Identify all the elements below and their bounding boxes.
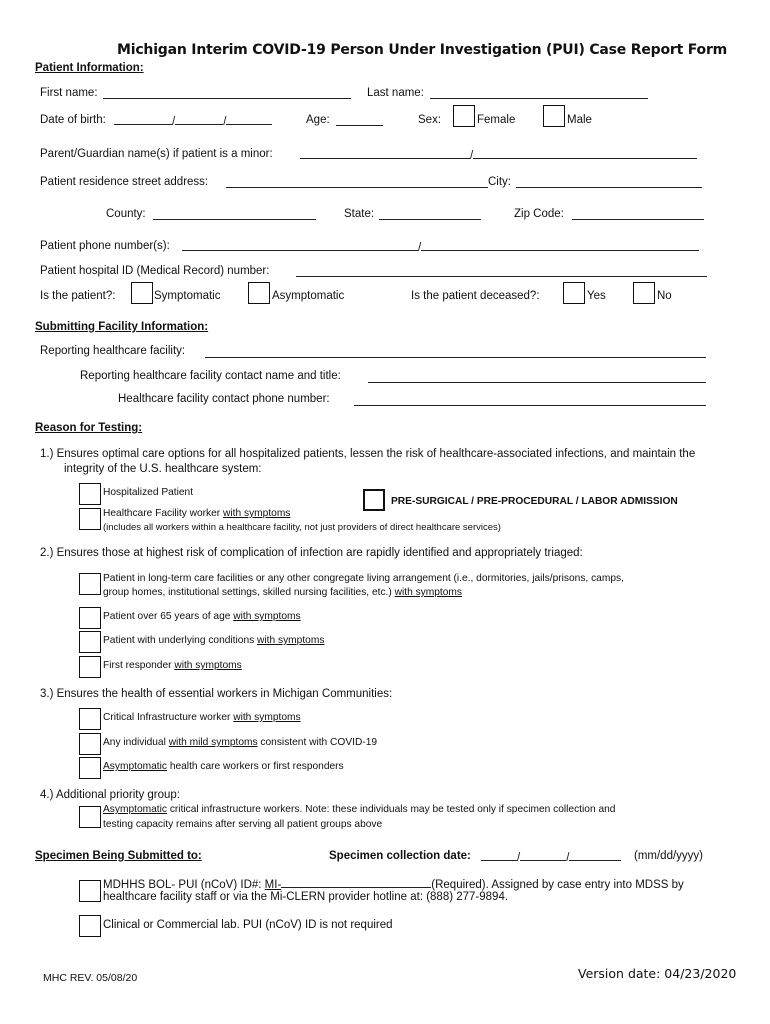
deceased-yes-label: Yes bbox=[587, 290, 606, 302]
mild-label bbox=[103, 737, 377, 748]
first-name-label: First name: bbox=[40, 87, 98, 99]
county-field[interactable] bbox=[153, 218, 316, 220]
critical-with-symptoms: with symptoms bbox=[233, 712, 301, 723]
male-label: Male bbox=[567, 114, 592, 126]
over65-label-text: Patient over 65 years of age bbox=[103, 611, 234, 622]
additional-priority-underlined: Asymptomatic bbox=[103, 804, 167, 815]
ltc-with-symptoms: with symptoms bbox=[394, 587, 462, 598]
patient-info-heading: Patient Information: bbox=[35, 62, 144, 74]
collection-date-label: Specimen collection date: bbox=[329, 850, 471, 862]
mild-label-end: consistent with COVID-19 bbox=[257, 737, 378, 748]
ltc-label-cont-text: group homes, institutional settings, skilled nursing facilities, etc.) bbox=[103, 587, 395, 598]
over65-checkbox[interactable] bbox=[79, 607, 101, 629]
last-name-label: Last name: bbox=[367, 87, 424, 99]
deceased-label: Is the patient deceased?: bbox=[411, 290, 540, 302]
zip-field[interactable] bbox=[572, 218, 704, 220]
facility-heading: Submitting Facility Information: bbox=[35, 321, 209, 333]
zip-label: Zip Code: bbox=[514, 208, 564, 220]
section4-intro: 4.) Additional priority group: bbox=[40, 789, 180, 801]
mdhhs-id-field[interactable] bbox=[281, 877, 431, 888]
asymptomatic-hcw-label bbox=[103, 761, 344, 772]
hospital-id-field[interactable] bbox=[296, 275, 707, 277]
underlying-label-text: Patient with underlying conditions bbox=[103, 635, 258, 646]
mdhhs-mi-prefix: MI- bbox=[264, 879, 282, 891]
reporting-facility-label: Reporting healthcare facility: bbox=[40, 345, 186, 357]
guardian-label: Parent/Guardian name(s) if patient is a minor: bbox=[40, 148, 273, 160]
reporting-facility-field[interactable] bbox=[205, 356, 706, 358]
state-label: State: bbox=[344, 208, 375, 220]
ltc-label: Patient in long-term care facilities or any other congregate living arrangement (i.e., dormitories, jails/prisons, camps, bbox=[103, 573, 624, 584]
additional-priority-checkbox[interactable] bbox=[79, 806, 101, 828]
over65-with-symptoms: with symptoms bbox=[233, 611, 301, 622]
collection-date-field[interactable]: / / bbox=[481, 850, 621, 864]
hospitalized-checkbox[interactable] bbox=[79, 483, 101, 505]
additional-priority-label-cont: testing capacity remains after serving all patient groups above bbox=[103, 819, 383, 830]
reason-heading: Reason for Testing: bbox=[35, 422, 143, 434]
last-name-field[interactable] bbox=[430, 97, 648, 99]
phone-field[interactable]: / bbox=[182, 240, 699, 254]
presurgical-checkbox[interactable] bbox=[363, 489, 385, 511]
facility-phone-field[interactable] bbox=[354, 404, 706, 406]
address-label: Patient residence street address: bbox=[40, 176, 209, 188]
underlying-with-symptoms: with symptoms bbox=[257, 635, 325, 646]
age-label: Age: bbox=[306, 114, 330, 126]
mdhhs-bol-checkbox[interactable] bbox=[79, 880, 101, 902]
first-responder-label-text: First responder bbox=[103, 660, 175, 671]
dob-label: Date of birth: bbox=[40, 114, 106, 126]
first-responder-label bbox=[103, 660, 242, 671]
ltc-checkbox[interactable] bbox=[79, 573, 101, 595]
mild-symptoms-text: with mild symptoms bbox=[168, 737, 258, 748]
underlying-label bbox=[103, 635, 324, 646]
phone-label: Patient phone number(s): bbox=[40, 240, 170, 252]
hcw-label bbox=[103, 508, 290, 519]
critical-label bbox=[103, 712, 301, 723]
asymptomatic-hcw-text: health care workers or first responders bbox=[166, 761, 344, 772]
section1-intro: 1.) Ensures optimal care options for all hospitalized patients, lessen the risk of healthcare-associated infections, and maintain the bbox=[40, 448, 696, 460]
additional-priority-label bbox=[103, 804, 615, 815]
deceased-yes-checkbox[interactable] bbox=[563, 282, 585, 304]
date-format-hint: (mm/dd/yyyy) bbox=[634, 850, 703, 862]
address-field[interactable] bbox=[226, 186, 488, 188]
female-checkbox[interactable] bbox=[453, 105, 475, 127]
revision-label: MHC REV. 05/08/20 bbox=[43, 972, 138, 984]
hcw-note: (includes all workers within a healthcare facility, not just providers of direct healthcare services) bbox=[103, 522, 501, 533]
deceased-no-label: No bbox=[657, 290, 672, 302]
mild-checkbox[interactable] bbox=[79, 733, 101, 755]
symptomatic-checkbox[interactable] bbox=[131, 282, 153, 304]
mdhhs-bol-label-cont: healthcare facility staff or via the Mi-CLERN provider hotline at: (888) 277-9894. bbox=[103, 891, 509, 903]
city-field[interactable] bbox=[516, 186, 702, 188]
mdhhs-required-text: (Required). Assigned by case entry into MDSS by bbox=[431, 879, 684, 891]
version-date: Version date: 04/23/2020 bbox=[578, 966, 737, 981]
asymptomatic-checkbox[interactable] bbox=[248, 282, 270, 304]
age-field[interactable] bbox=[336, 124, 383, 126]
first-name-field[interactable] bbox=[103, 97, 351, 99]
is-patient-label: Is the patient?: bbox=[40, 290, 116, 302]
section3-intro: 3.) Ensures the health of essential workers in Michigan Communities: bbox=[40, 688, 393, 700]
mdhhs-bol-text: MDHHS BOL- PUI (nCoV) ID#: bbox=[103, 879, 265, 891]
county-label: County: bbox=[106, 208, 146, 220]
facility-contact-field[interactable] bbox=[368, 381, 706, 383]
first-responder-with-symptoms: with symptoms bbox=[174, 660, 242, 671]
critical-checkbox[interactable] bbox=[79, 708, 101, 730]
critical-label-text: Critical Infrastructure worker bbox=[103, 712, 234, 723]
over65-label bbox=[103, 611, 301, 622]
first-responder-checkbox[interactable] bbox=[79, 656, 101, 678]
state-field[interactable] bbox=[379, 218, 481, 220]
facility-phone-label: Healthcare facility contact phone number: bbox=[118, 393, 330, 405]
female-label: Female bbox=[477, 114, 516, 126]
male-checkbox[interactable] bbox=[543, 105, 565, 127]
guardian-field[interactable]: / bbox=[300, 148, 697, 162]
clinical-lab-label: Clinical or Commercial lab. PUI (nCoV) ID is not required bbox=[103, 919, 393, 931]
underlying-checkbox[interactable] bbox=[79, 631, 101, 653]
mdhhs-bol-label bbox=[103, 877, 684, 891]
facility-contact-label: Reporting healthcare facility contact name and title: bbox=[80, 370, 341, 382]
city-label: City: bbox=[488, 176, 511, 188]
hcw-label-text: Healthcare Facility worker bbox=[103, 508, 224, 519]
specimen-heading: Specimen Being Submitted to: bbox=[35, 850, 202, 862]
additional-priority-text: critical infrastructure workers. Note: these individuals may be tested only if specimen collection and bbox=[166, 804, 616, 815]
deceased-no-checkbox[interactable] bbox=[633, 282, 655, 304]
asymptomatic-hcw-checkbox[interactable] bbox=[79, 757, 101, 779]
presurgical-label: PRE-SURGICAL / PRE-PROCEDURAL / LABOR ADMISSION bbox=[391, 496, 678, 507]
ltc-label-cont bbox=[103, 587, 462, 598]
mild-label-text: Any individual bbox=[103, 737, 169, 748]
hcw-checkbox[interactable] bbox=[79, 508, 101, 530]
asymptomatic-hcw-underlined: Asymptomatic bbox=[103, 761, 167, 772]
clinical-lab-checkbox[interactable] bbox=[79, 915, 101, 937]
asymptomatic-label: Asymptomatic bbox=[272, 290, 345, 302]
page-title: Michigan Interim COVID-19 Person Under Investigation (PUI) Case Report Form bbox=[117, 42, 728, 58]
symptomatic-label: Symptomatic bbox=[154, 290, 221, 302]
hcw-with-symptoms: with symptoms bbox=[223, 508, 291, 519]
dob-field[interactable]: / / bbox=[114, 114, 272, 128]
hospital-id-label: Patient hospital ID (Medical Record) number: bbox=[40, 265, 270, 277]
section1-intro-cont: integrity of the U.S. healthcare system: bbox=[64, 463, 262, 475]
sex-label: Sex: bbox=[418, 114, 442, 126]
section2-intro: 2.) Ensures those at highest risk of complication of infection are rapidly identified and appropriately triaged: bbox=[40, 547, 583, 559]
hospitalized-label: Hospitalized Patient bbox=[103, 487, 194, 498]
